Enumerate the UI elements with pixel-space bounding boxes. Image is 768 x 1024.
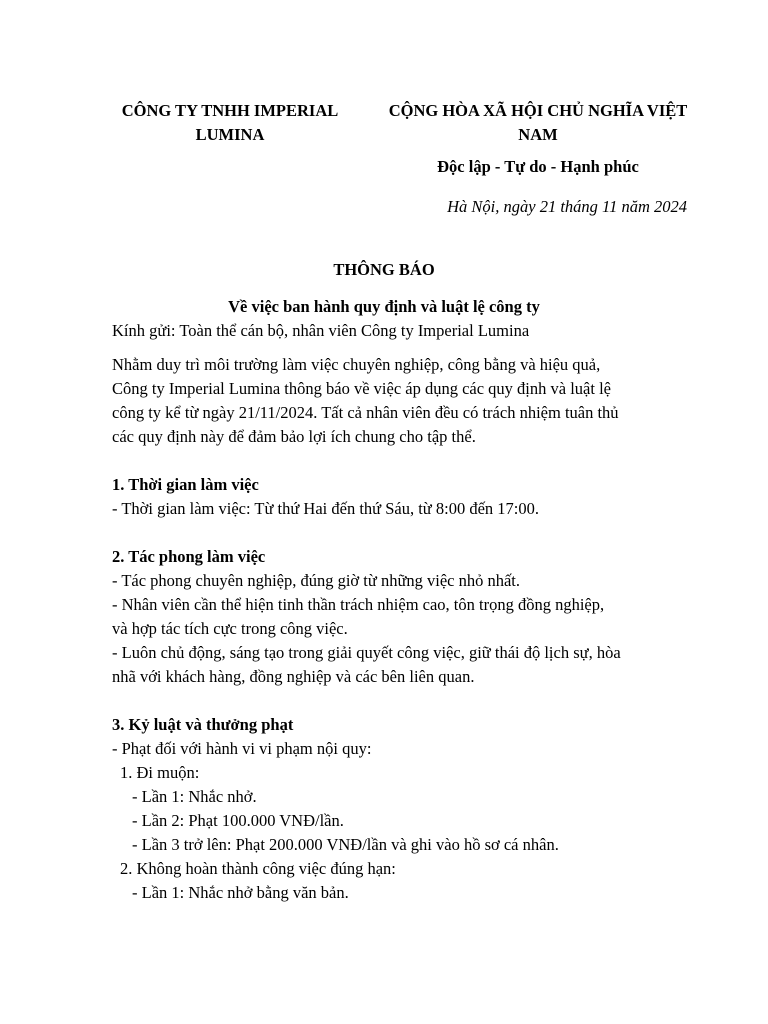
intro-line: công ty kể từ ngày 21/11/2024. Tất cả nhân viên đều có trách nhiệm tuân thủ	[112, 403, 619, 422]
list-subitem: - Lần 3 trở lên: Phạt 200.000 VNĐ/lần và ghi vào hồ sơ cá nhân.	[132, 835, 559, 854]
intro-line: các quy định này để đảm bảo lợi ích chung cho tập thể.	[112, 427, 476, 446]
section-title: 2. Tác phong làm việc	[112, 547, 266, 566]
national-title	[388, 99, 688, 147]
list-subitem: - Lần 2: Phạt 100.000 VNĐ/lần.	[132, 811, 344, 830]
company-name-line1: CÔNG TY TNHH IMPERIAL	[121, 101, 339, 120]
intro-paragraph	[112, 353, 672, 449]
document-date: Hà Nội, ngày 21 tháng 11 năm 2024	[447, 197, 687, 216]
list-subitem: - Lần 1: Nhắc nhở bằng văn bản.	[132, 883, 349, 902]
company-name-line2: LUMINA	[195, 125, 265, 144]
section-line: - Nhân viên cần thể hiện tinh thần trách nhiệm cao, tôn trọng đồng nghiệp,	[112, 595, 605, 614]
company-name	[112, 99, 348, 147]
section-title: 1. Thời gian làm việc	[112, 475, 259, 494]
section-line: nhã với khách hàng, đồng nghiệp và các bên liên quan.	[112, 667, 475, 686]
section-line: - Luôn chủ động, sáng tạo trong giải quyết công việc, giữ thái độ lịch sự, hòa	[112, 643, 621, 662]
national-motto: Độc lập - Tự do - Hạnh phúc	[437, 157, 639, 176]
intro-line: Nhằm duy trì môi trường làm việc chuyên nghiệp, công bằng và hiệu quả,	[112, 355, 601, 374]
recipient-line: Kính gửi: Toàn thể cán bộ, nhân viên Công ty Imperial Lumina	[112, 321, 530, 340]
section-working-hours	[112, 473, 672, 521]
section-work-style	[112, 545, 672, 689]
section-line: - Tác phong chuyên nghiệp, đúng giờ từ những việc nhỏ nhất.	[112, 571, 521, 590]
section-line: và hợp tác tích cực trong công việc.	[112, 619, 348, 638]
section-line: - Phạt đối với hành vi vi phạm nội quy:	[112, 739, 372, 758]
national-title-line1: CỘNG HÒA XÃ HỘI CHỦ NGHĨA VIỆT	[388, 101, 688, 120]
section-title: 3. Kỷ luật và thưởng phạt	[112, 715, 294, 734]
section-discipline	[112, 713, 672, 905]
document-subtitle: Về việc ban hành quy định và luật lệ công ty	[228, 297, 540, 316]
list-item: 2. Không hoàn thành công việc đúng hạn:	[120, 859, 396, 878]
national-title-line2: NAM	[518, 125, 558, 144]
list-item: 1. Đi muộn:	[120, 763, 200, 782]
section-line: - Thời gian làm việc: Từ thứ Hai đến thứ Sáu, từ 8:00 đến 17:00.	[112, 499, 539, 518]
document-body	[112, 319, 672, 905]
list-subitem: - Lần 1: Nhắc nhở.	[132, 787, 257, 806]
intro-line: Công ty Imperial Lumina thông báo về việc áp dụng các quy định và luật lệ	[112, 379, 611, 398]
document-title: THÔNG BÁO	[333, 260, 435, 279]
